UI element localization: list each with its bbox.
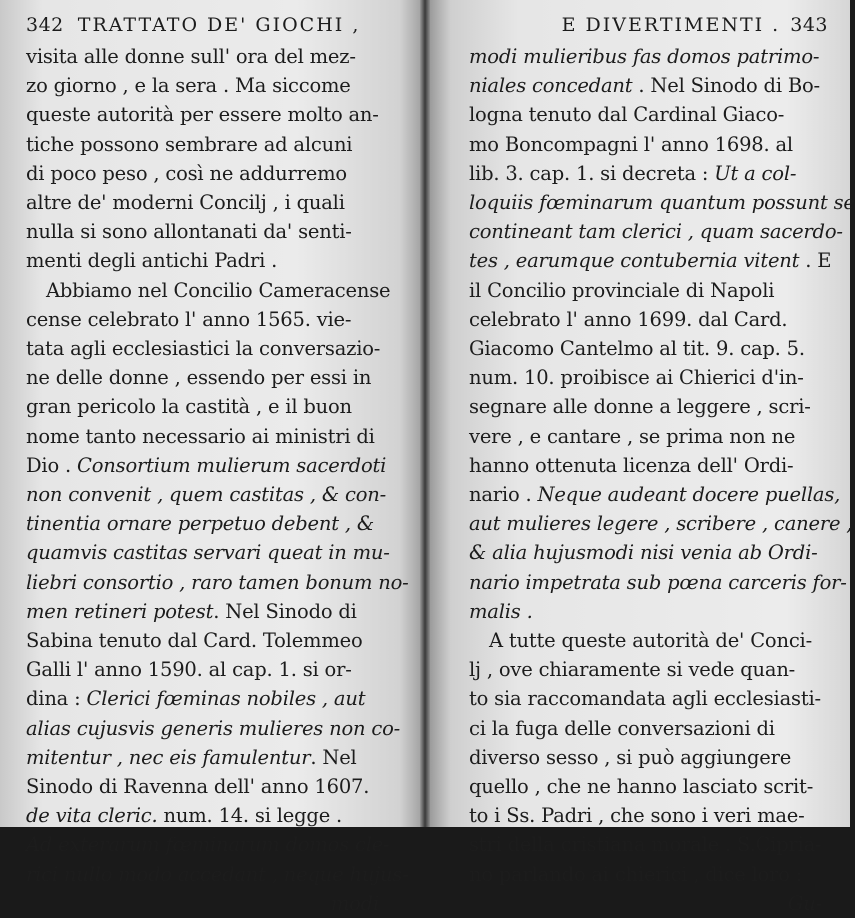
text-line	[26, 597, 385, 626]
text-line: to sia raccomandata agli ecclesiasti-	[469, 687, 821, 711]
text-run: . Nel	[310, 745, 357, 769]
text-line: alias cujusvis generis mulieres non co-	[26, 716, 401, 740]
text-run: . E	[799, 249, 832, 273]
text-run: de vita cleric.	[26, 804, 158, 828]
text-line: Ad exterarum fœminarum domos cle-	[26, 833, 390, 857]
text-line: non convenit , quem castitas , & con-	[26, 483, 386, 507]
text-line: altre de' moderni Concilj , i quali	[26, 191, 345, 215]
text-run: . Nel Sinodo di Bo-	[632, 74, 820, 98]
text-line: tinentia ornare perpetuo debent , &	[26, 512, 375, 536]
text-line: Giacomo Cantelmo al tit. 9. cap. 5.	[469, 337, 805, 361]
text-run: dina :	[26, 687, 87, 711]
text-line	[469, 246, 832, 275]
text-line: quamvis castitas servari queat in mu-	[26, 541, 390, 565]
text-line: stri della cristiana morale . S.Cipria-	[469, 833, 822, 857]
text-line	[26, 451, 385, 480]
text-line: vere , e cantare , se prima non ne	[469, 424, 796, 448]
text-line: quello , che ne hanno lasciato scrit-	[469, 775, 814, 799]
text-line: liebri consortio , raro tamen bonum no-	[26, 570, 409, 594]
running-title-left: TRATTATO DE' GIOCHI ,	[77, 14, 361, 36]
text-line: A tutte queste autorità de' Conci-	[489, 629, 812, 653]
text-line: segnare alle donne a leggere , scri-	[469, 395, 811, 419]
text-run: Consortium mulierum sacerdoti	[77, 453, 387, 477]
running-title-right: E DIVERTIMENTI .	[561, 14, 781, 36]
text-line: Galli l' anno 1590. al cap. 1. si or-	[26, 658, 352, 682]
text-run: Dio .	[26, 453, 78, 477]
text-line: nome tanto necessario ai ministri di	[26, 424, 375, 448]
text-run: num. 14. si legge .	[157, 804, 343, 828]
text-line: Abbiamo nel Concilio Cameracense	[46, 278, 391, 302]
text-line: rici nullo modo accedant , neque hujus-	[26, 862, 409, 886]
page-number-left: 342	[26, 14, 64, 36]
text-line: Sinodo di Ravenna dell' anno 1607.	[26, 775, 370, 799]
text-line: logna tenuto dal Cardinal Giaco-	[469, 103, 785, 127]
text-line: cense celebrato l' anno 1565. vie-	[26, 307, 352, 331]
text-line: contineant tam clerici , quam sacerdo-	[469, 220, 843, 244]
text-line: visita alle donne sull' ora del mez-	[26, 45, 356, 68]
running-head-left	[26, 14, 385, 42]
running-head-right	[469, 14, 828, 42]
text-line: & alia hujusmodi nisi venia ab Ordi-	[469, 541, 818, 565]
text-run: Clerici fœminas nobiles , aut	[86, 687, 366, 711]
text-block-left	[26, 42, 409, 889]
text-line: mo Boncompagni l' anno 1698. al	[469, 132, 793, 156]
text-line: tiche possono sembrare ad alcuni	[26, 132, 353, 156]
text-line: no parlando ai chierici , dice loro :	[469, 862, 803, 886]
text-line	[26, 801, 385, 830]
text-line: zo giorno , e la sera . Ma siccome	[26, 74, 351, 98]
left-page	[0, 0, 425, 915]
text-line: modi mulieribus fas domos patrimo-	[469, 45, 820, 68]
text-run: niales concedant	[469, 74, 633, 98]
text-line	[469, 71, 828, 100]
text-line	[26, 684, 385, 713]
text-line: nario impetrata sub pœna carceris for-	[469, 570, 847, 594]
text-block-right	[469, 42, 855, 889]
text-line: hanno ottenuta licenza dell' Ordi-	[469, 453, 794, 477]
text-line: malis .	[469, 599, 533, 623]
text-line: loquiis fœminarum quantum possunt se	[469, 191, 855, 215]
text-run: nario .	[469, 483, 538, 507]
book-gutter	[420, 0, 430, 827]
text-line: ci la fuga delle conversazioni di	[469, 716, 775, 740]
text-line: aut mulieres legere , scribere , canere ,	[469, 512, 853, 536]
text-run: . Nel Sinodo di	[213, 599, 357, 623]
page-number-right: 343	[790, 14, 828, 36]
text-line: tata agli ecclesiastici la conversazio-	[26, 337, 381, 361]
text-line	[469, 480, 841, 509]
text-run: tes , earumque contubernia vitent	[469, 249, 800, 273]
catchword-left: modi	[330, 891, 379, 915]
text-run: lib. 3. cap. 1. si decreta :	[469, 161, 715, 185]
text-line: il Concilio provinciale di Napoli	[469, 278, 775, 302]
text-line: celebrato l' anno 1699. dal Card.	[469, 307, 788, 331]
text-line: nulla si sono allontanati da' senti-	[26, 220, 352, 244]
text-line	[26, 743, 385, 772]
text-line: Sabina tenuto dal Card. Tolemmeo	[26, 629, 363, 653]
text-line: diverso sesso , si può aggiungere	[469, 745, 792, 769]
text-line: menti degli antichi Padri .	[26, 249, 278, 273]
text-line: queste autorità per essere molto an-	[26, 103, 379, 127]
text-line: ne delle donne , essendo per essi in	[26, 366, 372, 390]
text-line	[469, 159, 828, 188]
text-run: mitentur , nec eis famulentur	[26, 745, 311, 769]
catchword-right: Gu-	[787, 891, 822, 915]
text-run: Ut a col-	[714, 161, 797, 185]
text-line: to i Ss. Padri , che sono i veri mae-	[469, 804, 805, 828]
text-line: di poco peso , così ne addurremo	[26, 161, 347, 185]
text-line: lj , ove chiaramente si vede quan-	[469, 658, 796, 682]
right-page	[425, 0, 855, 915]
text-line: gran pericolo la castità , e il buon	[26, 395, 352, 419]
text-line: num. 10. proibisce ai Chierici d'in-	[469, 366, 804, 390]
text-run: Neque audeant docere puellas,	[537, 483, 841, 507]
text-run: men retineri potest	[26, 599, 214, 623]
